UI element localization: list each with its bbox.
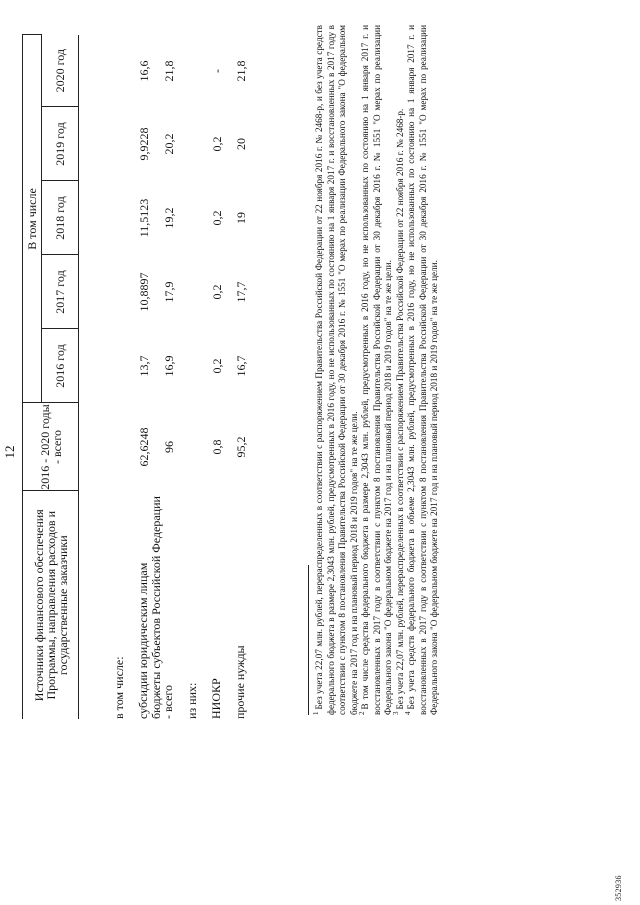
page-number: 12 [2,445,17,459]
footnote-mark: 2 [357,711,366,715]
cell-value: 9,9228 [137,127,151,161]
cell-value: 0,2 [210,210,224,226]
cell-value: 17,7 [234,281,248,303]
footnote-text: Без учета 22,07 млн. рублей, перераспределенных в соответствии с распоряжением Правительства Российской Федерации от 22 ноября 2016 г. № 2468-р, и без учета средств федерального бюджета в размере 2,3043 млн. рублей, предусмотренных в 2016 году, но не использованных по состоянию на 1 января 2017 г. и восстановленных в 2017 году в соответствии с пунктом 8 постановления Правительства Российской Федерации от 30 декабря 2016 г. № 1551 "О мерах по реализации Федерального закона "О федеральном бюджете на 2017 год и на плановый период 2018 и 2019 годов" на те же цели. [314,25,359,715]
cell-value [175,255,199,329]
finance-table [22,34,247,719]
footnote-text: Без учета 22,07 млн. рублей, перераспределенных в соответствии с распоряжением Правительства Российской Федерации от 22 ноября 2016 г. № 2468-р. [394,108,405,710]
row-label: бюджеты субъектов Российской Федерации - всего [149,496,175,719]
table-row [126,35,150,719]
header-year: 2016 год [42,329,79,403]
row-label: в том числе: [112,656,126,719]
cell-value: 0,2 [210,284,224,300]
footnote-mark: 1 [311,711,320,715]
row-label: НИОКР [209,678,223,719]
footnote [392,25,407,715]
cell-value: 0,2 [210,358,224,374]
row-label: из них: [185,682,199,719]
cell-value: 16,6 [137,60,151,82]
table-row [175,35,199,719]
header-total: 2016 - 2020 годы - всего [23,403,79,491]
cell-total [175,403,199,491]
cell-total: 62,6248 [137,427,151,467]
cell-value [175,181,199,255]
cell-value [175,329,199,403]
footnote [403,25,441,715]
table-row [102,35,126,719]
table-row [223,35,247,719]
cell-value: - [210,68,224,73]
cell-value: 17,9 [162,281,176,303]
cell-value: 21,8 [162,60,176,82]
cell-total: 0,8 [210,439,224,455]
header-subgroup: В том числе [23,35,42,403]
header-year: 2020 год [42,35,79,107]
cell-value: 13,7 [137,355,151,377]
cell-total: 96 [162,441,176,453]
footnote-text: Без учета средств федерального бюджета в объеме 2,3043 млн. рублей, предусмотренных в 2016 году, но не использованных по состоянию на 1 января 2017 г. и восстановленных в 2017 году в соответствии с пунктом 8 постановления Правительства Российской Федерации от 30 декабря 2016 г. № 1551 "О мерах по реализации Федерального закона "О федеральном бюджете на 2017 год и на плановый период 2018 и 2019 годов" на те же цели. [406,25,439,715]
cell-value: 19,2 [162,207,176,229]
cell-value: 16,7 [234,355,248,377]
cell-value [102,255,126,329]
table-row [199,35,223,719]
row-label: субсидии юридическим лицам [136,562,150,719]
cell-value: 20 [234,138,248,150]
cell-total: 95,2 [234,436,248,458]
header-year: 2019 год [42,107,79,181]
footnotes [311,25,441,715]
cell-value: 19 [234,212,248,224]
footnote-mark: 3 [392,711,401,715]
cell-value: 11,5123 [137,198,151,238]
cell-value: 0,2 [210,136,224,152]
cell-value: 16,9 [162,355,176,377]
cell-value [102,35,126,107]
cell-value [102,107,126,181]
cell-value [175,35,199,107]
footnote-text: В том числе средства федерального бюджета в размере 2,3043 млн. рублей, предусмотренных в 2016 году, но не использованных по состоянию на 1 января 2017 г. и восстановленных в 2017 году в соответствии с пунктом 8 постановления Правительства Российской Федерации от 30 декабря 2016 г. № 1551 "О мерах по реализации Федерального закона "О федеральном бюджете на 2017 год и на плановый период 2018 и 2019 годов" на те же цели. [360,25,393,715]
cell-total [102,403,126,491]
table-row [150,35,175,719]
cell-value: 20,2 [162,133,176,155]
row-spacer [79,35,103,719]
header-source: Источники финансового обеспечения Программы, направления расходов и государственные заказчики [23,491,79,719]
footnote [311,25,360,715]
cell-value [102,329,126,403]
row-label: прочие нужды [233,645,247,719]
cell-value: 10,8897 [137,272,151,312]
cell-value: 21,8 [234,60,248,82]
document-id: 352936 [614,875,623,901]
footnote [357,25,395,715]
header-year: 2017 год [42,255,79,329]
cell-value [175,107,199,181]
cell-value [102,181,126,255]
footnote-divider [308,565,309,715]
header-year: 2018 год [42,181,79,255]
footnote-mark: 4 [403,711,412,715]
